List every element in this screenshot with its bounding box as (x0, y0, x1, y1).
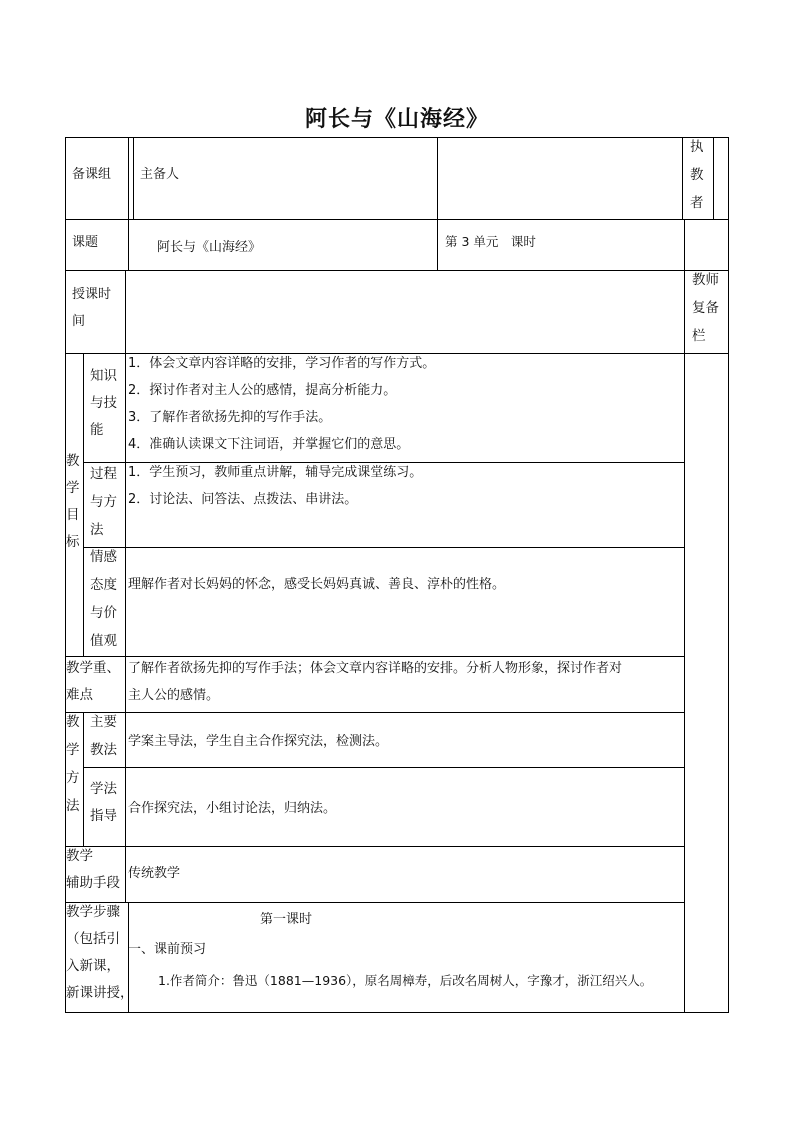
methods-label-char: 学 (66, 742, 80, 758)
grid-line (83, 767, 684, 768)
objectives-label-char: 目 (66, 507, 80, 523)
grid-line (128, 137, 129, 219)
grid-line (83, 353, 84, 656)
topic-label: 课题 (72, 235, 99, 250)
topic-value: 阿长与《山海经》 (157, 240, 262, 255)
grid-line (684, 219, 685, 1013)
process-label-line: 与方 (90, 494, 117, 510)
grid-line (437, 137, 438, 270)
objectives-label-char: 学 (66, 480, 80, 496)
grid-line (65, 712, 684, 713)
grid-line (65, 846, 684, 847)
table-border-bottom (65, 1012, 729, 1013)
aids-label-line: 辅助手段 (66, 875, 120, 891)
emotion-text: 理解作者对长妈妈的怀念，感受长妈妈真诚、善良、淳朴的性格。 (128, 577, 506, 592)
grid-line (125, 846, 126, 902)
knowledge-item: 1．体会文章内容详略的安排，学习作者的写作方式。 (128, 356, 436, 371)
grid-line (65, 353, 729, 354)
teacher-review-label-line: 复备 (692, 300, 719, 316)
executor-label-char: 执 (690, 139, 704, 155)
steps-label-line: 入新课， (66, 958, 120, 974)
teacher-review-label-line: 栏 (692, 328, 706, 344)
steps-section-title: 一、课前预习 (128, 942, 207, 957)
process-item: 2．讨论法、问答法、点拨法、串讲法。 (128, 492, 358, 507)
teacher-review-label-line: 教师 (692, 272, 719, 288)
methods-label-char: 教 (66, 714, 80, 730)
grid-line (65, 656, 684, 657)
main-method-label-line: 主要 (90, 714, 117, 730)
steps-heading: 第一课时 (260, 912, 313, 927)
class-time-label-line: 间 (72, 314, 86, 329)
group-label: 备课组 (72, 167, 112, 182)
aids-label-line: 教学 (66, 848, 93, 864)
emotion-label-line: 值观 (90, 633, 117, 649)
grid-line (133, 137, 134, 219)
process-item: 1．学生预习，教师重点讲解，辅导完成课堂练习。 (128, 465, 423, 480)
grid-line (125, 353, 126, 656)
steps-label-line: 教学步骤 (66, 904, 120, 920)
emotion-label-line: 与价 (90, 605, 117, 621)
table-border-right (728, 137, 729, 1013)
class-time-label-line: 授课时 (72, 287, 112, 302)
table-border-top (65, 137, 729, 138)
unit-period: 第 3 单元 课时 (445, 234, 536, 249)
knowledge-label-line: 知识 (90, 368, 117, 384)
methods-label-char: 方 (66, 770, 80, 786)
executor-label-char: 者 (690, 195, 704, 211)
grid-line (128, 219, 129, 270)
grid-line (65, 270, 729, 271)
knowledge-label-line: 与技 (90, 395, 117, 411)
knowledge-item: 3．了解作者欲扬先抑的写作手法。 (128, 410, 332, 425)
grid-line (83, 547, 684, 548)
grid-line (713, 137, 714, 219)
key-points-line: 了解作者欲扬先抑的写作手法；体会文章内容详略的安排。分析人物形象，探讨作者对 (128, 661, 623, 676)
study-guide-label-line: 学法 (90, 781, 117, 797)
grid-line (65, 902, 684, 903)
main-method-label-line: 教法 (90, 742, 117, 758)
process-label-line: 过程 (90, 466, 117, 482)
main-method-text: 学案主导法，学生自主合作探究法，检测法。 (128, 734, 389, 749)
knowledge-item: 2．探讨作者对主人公的感情，提高分析能力。 (128, 383, 397, 398)
key-points-line: 主人公的感情。 (128, 688, 220, 703)
grid-line (682, 137, 683, 219)
preparer-label: 主备人 (140, 167, 180, 182)
grid-line (125, 712, 126, 846)
grid-line (125, 270, 126, 353)
study-guide-label-line: 指导 (90, 808, 117, 824)
knowledge-item: 4．准确认读课文下注词语，并掌握它们的意思。 (128, 437, 410, 452)
steps-label-line: （包括引 (66, 931, 120, 947)
objectives-label-char: 标 (66, 534, 80, 550)
steps-label-line: 新课讲授， (66, 985, 134, 1001)
process-label-line: 法 (90, 522, 104, 538)
objectives-label-char: 教 (66, 453, 80, 469)
key-points-label-line: 难点 (66, 687, 93, 703)
page-title: 阿长与《山海经》 (304, 106, 489, 132)
knowledge-label-line: 能 (90, 422, 104, 438)
methods-label-char: 法 (66, 798, 80, 814)
grid-line (83, 712, 84, 846)
study-guide-text: 合作探究法，小组讨论法，归纳法。 (128, 801, 337, 816)
emotion-label-line: 情感 (90, 549, 117, 565)
executor-label-char: 教 (690, 167, 704, 183)
steps-paragraph: 1.作者简介：鲁迅（1881—1936），原名周樟寿，后改名周树人，字豫才，浙江绍兴人。 (158, 973, 653, 988)
grid-line (65, 219, 729, 220)
key-points-label-line: 教学重、 (66, 660, 120, 676)
grid-line (125, 656, 126, 712)
emotion-label-line: 态度 (90, 577, 117, 593)
aids-text: 传统教学 (128, 866, 181, 881)
grid-line (83, 462, 684, 463)
